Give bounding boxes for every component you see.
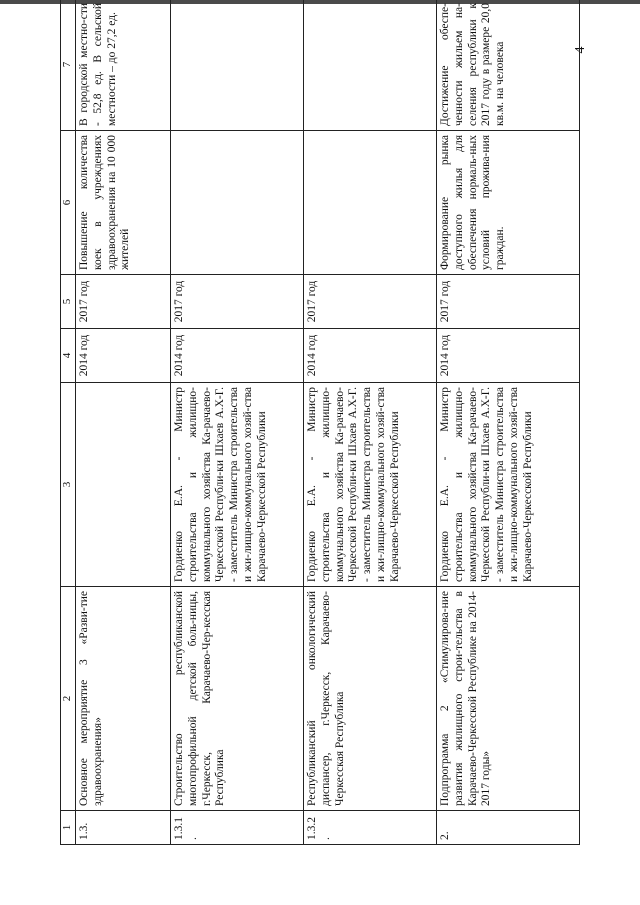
header-cell: 7 (61, 0, 76, 131)
header-row (61, 0, 76, 845)
target-indicator (304, 0, 437, 131)
program-table (60, 0, 580, 845)
expected-result: Формирование рынка доступного жилья для обеспечения нормаль-ных условий прожива-ния граждан. (437, 131, 580, 275)
measure-name: Республиканский онкологический диспансер, г.Черкесск, Карачаево-Черкесская Республика (304, 587, 437, 811)
measure-name: Основное мероприятие 3 «Разви-тие здравоохранения» (76, 587, 171, 811)
header-cell: 6 (61, 131, 76, 275)
header-cell: 2 (61, 587, 76, 811)
executor: Гордиенко Е.А. - Министр строительства и жилищно-коммунального хозяйства Ка-рачаево-Черкесской Республи-ки Шхаев А.Х-Г. - заместитель Министра строительства и жи-лищно-коммунального хозяй-ства Карачаево-Черкесской Республики (171, 383, 304, 587)
header-cell: 4 (61, 329, 76, 383)
table-row (171, 0, 304, 845)
start-year: 2014 год (304, 329, 437, 383)
header-cell: 1 (61, 811, 76, 845)
executor (76, 383, 171, 587)
row-number: 1.3. (76, 811, 171, 845)
table-row (304, 0, 437, 845)
header-cell: 5 (61, 275, 76, 329)
expected-result: Повышение количества коек в учреждениях здравоохранения на 10 000 жителей (76, 131, 171, 275)
header-cell: 3 (61, 383, 76, 587)
target-indicator (171, 0, 304, 131)
row-number: 2. (437, 811, 580, 845)
measure-name: Подпрограмма 2 «Стимулирова-ние развития жилищного строи-тельства в Карачаево-Черкесской Республике на 2014-2017 годы» (437, 587, 580, 811)
expected-result (171, 131, 304, 275)
rotated-table-container (60, 0, 582, 845)
expected-result (304, 131, 437, 275)
row-number: 1.3.1. (171, 811, 304, 845)
executor: Гордиенко Е.А. - Министр строительства и жилищно-коммунального хозяйства Ка-рачаево-Черкесской Республи-ки Шхаев А.Х-Г. - заместитель Министра строительства и жи-лищно-коммунального хозяй-ства Карачаево-Черкесской Республики (437, 383, 580, 587)
start-year: 2014 год (437, 329, 580, 383)
start-year: 2014 год (76, 329, 171, 383)
table-row (76, 0, 171, 845)
end-year: 2017 год (304, 275, 437, 329)
row-number: 1.3.2. (304, 811, 437, 845)
start-year: 2014 год (171, 329, 304, 383)
measure-name: Строительство республиканской многопрофильной детской боль-ницы, г.Черкесск, Карачаево-Чер-кесская Республика (171, 587, 304, 811)
target-indicator: Достижение обеспе-ченности жильем на-селения республики к 2017 году в размере 20,0 кв.м. на человека (437, 0, 580, 131)
table-row (437, 0, 580, 845)
end-year: 2017 год (171, 275, 304, 329)
target-indicator: В городской местно-сти - 52,8 ед. В сельской местности – до 27,2 ед. (76, 0, 171, 131)
page-number: 4 (573, 46, 588, 54)
end-year: 2017 год (76, 275, 171, 329)
end-year: 2017 год (437, 275, 580, 329)
executor: Гордиенко Е.А. - Министр строительства и жилищно-коммунального хозяйства Ка-рачаево-Черкесской Республи-ки Шхаев А.Х-Г. - заместитель Министра строительства и жи-лищно-коммунального хозяй-ства Карачаево-Черкесской Республики (304, 383, 437, 587)
